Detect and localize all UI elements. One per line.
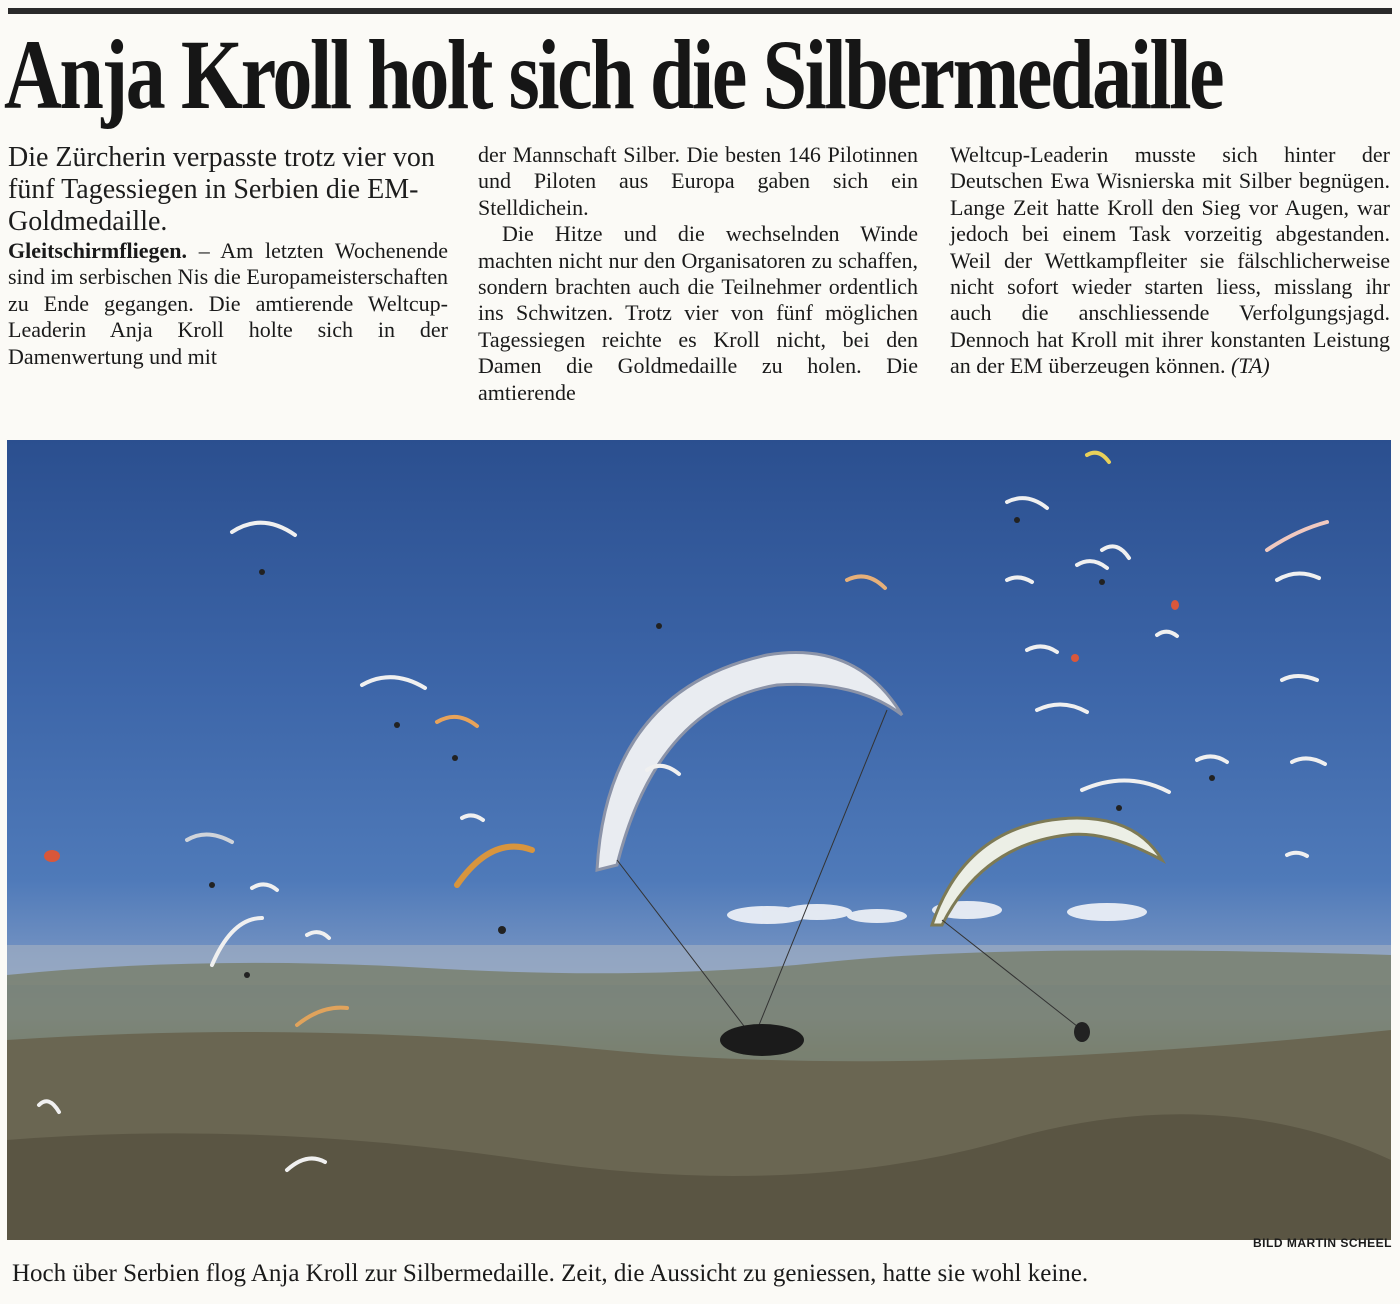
body-paragraph-2: der Mannschaft Silber. Die besten 146 Pilotinnen und Piloten aus Europa gaben sich ein Stelldichein. — [478, 142, 918, 220]
headline: Anja Kroll holt sich die Silbermedaille — [4, 19, 1223, 130]
body-paragraph-3: Die Hitze und die wechselnden Winde machten nicht nur den Organisatoren zu schaffen, sondern brachten auch die Teilnehmer ordentlich ins Schwitzen. Trotz vier von fünf möglichen Tagessiegen reichte es Kroll nicht, bei den Damen die Goldmedaille zu holen. Die amtierende — [478, 221, 918, 405]
column-3 — [950, 142, 1390, 380]
column-2 — [478, 142, 918, 406]
lead-paragraph: Die Zürcherin verpasste trotz vier von fünf Tagessiegen in Serbien die EM-Goldmedaille. — [8, 142, 435, 237]
photo-caption: Hoch über Serbien flog Anja Kroll zur Silbermedaille. Zeit, die Aussicht zu geniessen, hatte sie wohl keine. — [12, 1260, 1089, 1287]
photo-illustration — [7, 440, 1391, 1240]
photo-credit: BILD MARTIN SCHEEL — [1253, 1236, 1392, 1250]
author-signature: (TA) — [1231, 353, 1270, 379]
body-text-4: Weltcup-Leaderin musste sich hinter der Deutschen Ewa Wisnierska mit Silber begnügen. Lange Zeit hatte Kroll den Sieg vor Augen, war jedoch bei einem Task vorzeitig abgestanden. Weil der Wettkampfleiter sie fälschlicherweise nicht sofort wieder starten liess, misslang ihr auch die anschliessende Verfolgungsjagd. Dennoch hat Kroll mit ihrer konstanten Leistung an der EM überzeugen können. — [950, 142, 1390, 379]
second-pilot — [1074, 1022, 1090, 1042]
top-rule — [8, 8, 1392, 14]
body-paragraph-4 — [950, 142, 1390, 380]
article-body — [8, 142, 1392, 432]
main-glider-canopy — [597, 653, 902, 871]
main-pilot — [720, 1024, 804, 1056]
column-1 — [8, 142, 448, 370]
kicker: Gleitschirmfliegen. — [8, 238, 188, 263]
distant-pilots — [209, 517, 1215, 978]
paragliders-photo — [7, 440, 1391, 1240]
body-paragraph-1 — [8, 238, 448, 370]
body-text-1: – Am letzten Wochenende sind im serbischen Nis die Europameisterschaften zu Ende gegangen. Die amtierende Weltcup-Leaderin Anja Kroll holte sich in der Damenwertung und mit — [8, 238, 448, 369]
